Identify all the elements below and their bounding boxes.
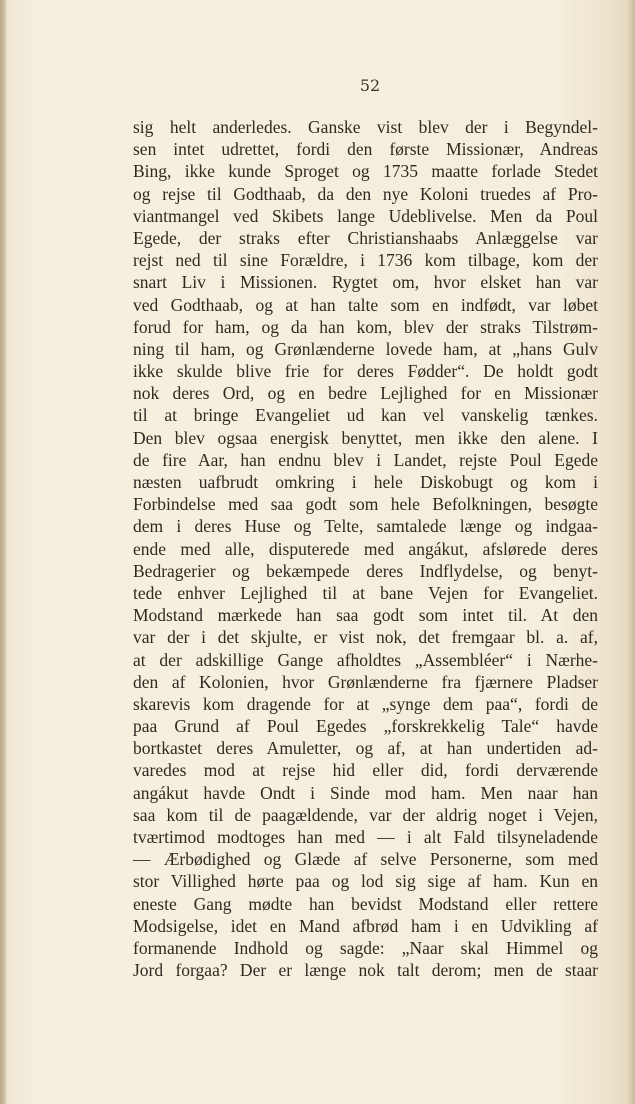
page-right-edge <box>627 0 635 1104</box>
text-line: eneste Gang mødte han bevidst Modstand eller rettere <box>133 893 598 914</box>
text-line: den af Kolonien, hvor Grønlænderne fra fjærnere Pladser <box>133 671 598 692</box>
text-line: snart Liv i Missionen. Rygtet om, hvor elsket han var <box>133 272 598 293</box>
text-line: ikke skulde blive frie for deres Fødder“. De holdt godt <box>133 361 598 382</box>
text-line: ende med alle, disputerede med angákut, afslørede deres <box>133 538 598 559</box>
text-line: Modstand mærkede han saa godt som intet til. At den <box>133 605 598 626</box>
text-line: Egede, der straks efter Christianshaabs Anlæggelse var <box>133 227 598 248</box>
text-line: næsten uafbrudt omkring i hele Diskobugt og kom i <box>133 472 598 492</box>
text-line: forud for ham, og da han kom, blev der straks Tilstrøm- <box>133 316 598 337</box>
text-line: Jord forgaa? Der er længe nok talt derom; men de staar <box>133 960 598 981</box>
text-line: og rejse til Godthaab, da den nye Koloni truedes af Pro- <box>133 183 598 204</box>
text-line: at der adskillige Gange afholdtes „Assembléer“ i Nærhe- <box>133 649 598 670</box>
text-line: skarevis kom dragende for at „synge dem paa“, fordi de <box>133 693 598 714</box>
text-line: Bing, ikke kunde Sproget og 1735 maatte forlade Stedet <box>133 161 598 182</box>
text-line: dem i deres Huse og Telte, samtalede længe og indgaa- <box>133 516 598 537</box>
text-line: ved Godthaab, og at han talte som en indfødt, var løbet <box>133 294 598 315</box>
text-line: Modsigelse, idet en Mand afbrød ham i en Udvikling af <box>133 915 598 936</box>
text-line: nok deres Ord, og en bedre Lejlighed for en Missionær <box>133 383 598 404</box>
text-line: Forbindelse med saa godt som hele Befolkningen, besøgte <box>133 494 598 515</box>
text-line: tværtimod modtoges han med — i alt Fald tilsyneladende <box>133 827 598 847</box>
text-line: bortkastet deres Amuletter, og af, at han undertiden ad- <box>133 738 598 759</box>
text-line: stor Villighed hørte paa og lod sig sige af ham. Kun en <box>133 871 598 892</box>
text-line: sen intet udrettet, fordi den første Missionær, Andreas <box>133 139 598 160</box>
text-line: — Ærbødighed og Glæde af selve Personerne, som med <box>133 849 598 870</box>
text-line: tede enhver Lejlighed til at bane Vejen for Evangeliet. <box>133 582 598 603</box>
page-binding-edge <box>0 0 6 1104</box>
text-line: formanende Indhold og sagde: „Naar skal Himmel og <box>133 937 598 958</box>
text-line: sig helt anderledes. Ganske vist blev der i Begyndel- <box>133 117 598 137</box>
text-line: var der i det skjulte, er vist nok, det fremgaar bl. a. af, <box>133 627 598 648</box>
text-line: angákut havde Ondt i Sinde mod ham. Men naar han <box>133 782 598 803</box>
text-line: varedes mod at rejse hid eller did, fordi derværende <box>133 760 598 781</box>
body-text <box>133 116 598 981</box>
text-line: til at bringe Evangeliet ud kan vel vanskelig tænkes. <box>133 405 598 426</box>
text-line: rejst ned til sine Forældre, i 1736 kom tilbage, kom der <box>133 250 598 271</box>
text-line: paa Grund af Poul Egedes „forskrekkelig Tale“ havde <box>133 716 598 737</box>
text-line: viantmangel ved Skibets lange Udeblivelse. Men da Poul <box>133 205 598 226</box>
text-line: ning til ham, og Grønlænderne lovede ham, at „hans Gulv <box>133 338 598 359</box>
text-line: Den blev ogsaa energisk benyttet, men ikke den alene. I <box>133 427 598 448</box>
text-line: de fire Aar, han endnu blev i Landet, rejste Poul Egede <box>133 449 598 470</box>
page-number: 52 <box>359 76 381 95</box>
text-line: saa kom til de paagældende, var der aldrig noget i Vejen, <box>133 804 598 825</box>
text-line: Bedragerier og bekæmpede deres Indflydelse, og benyt- <box>133 560 598 581</box>
